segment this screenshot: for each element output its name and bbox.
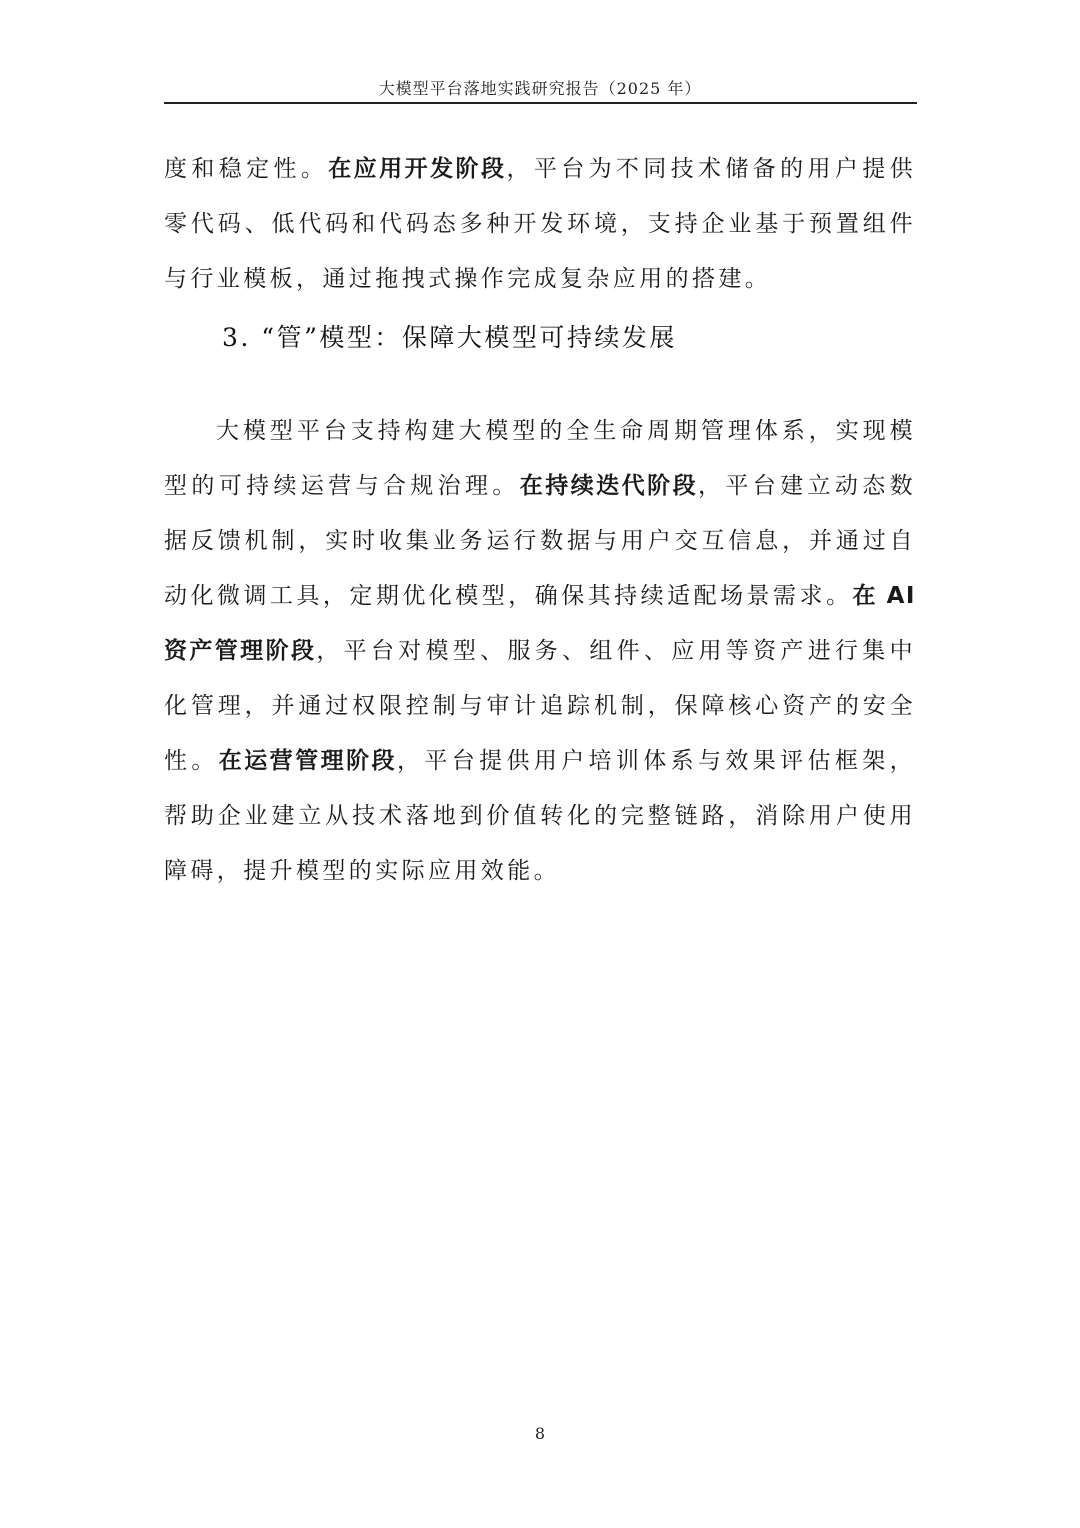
paragraph-2 — [164, 404, 916, 899]
paragraph-2-text-c: ，平台对模型、服务、组件、应用等资产进行集中化管理，并通过权限控制与审计追踪机制，保障核心资产的安全性。 — [164, 638, 916, 774]
paragraph-2-text-d: ，平台提供用户培训体系与效果评估框架，帮助企业建立从技术落地到价值转化的完整链路，消除用户使用障碍，提升模型的实际应用效能。 — [164, 748, 916, 884]
page-number: 8 — [534, 1424, 546, 1443]
paragraph-1-text-a: 度和稳定性。 — [164, 156, 329, 182]
paragraph-2-bold-b: 在 AI 资产管理阶段 — [164, 583, 916, 664]
paragraph-2-bold-a: 在持续迭代阶段 — [519, 473, 699, 499]
paragraph-1 — [164, 142, 916, 307]
header-divider — [164, 102, 917, 104]
running-header: 大模型平台落地实践研究报告（2025 年） — [378, 79, 702, 98]
paragraph-1-text-b: ，平台为不同技术储备的用户提供零代码、低代码和代码态多种开发环境，支持企业基于预置组件与行业模板，通过拖拽式操作完成复杂应用的搭建。 — [164, 156, 916, 292]
paragraph-2-bold-c: 在运营管理阶段 — [218, 748, 397, 774]
paragraph-2-text-b: ，平台建立动态数据反馈机制，实时收集业务运行数据与用户交互信息，并通过自动化微调工具，定期优化模型，确保其持续适配场景需求。 — [164, 473, 916, 609]
section-heading: 3. “管”模型：保障大模型可持续发展 — [222, 323, 677, 352]
paragraph-1-bold-a: 在应用开发阶段 — [328, 156, 507, 182]
paragraph-2-text-a: 大模型平台支持构建大模型的全生命周期管理体系，实现模型的可持续运营与合规治理。 — [164, 418, 916, 499]
